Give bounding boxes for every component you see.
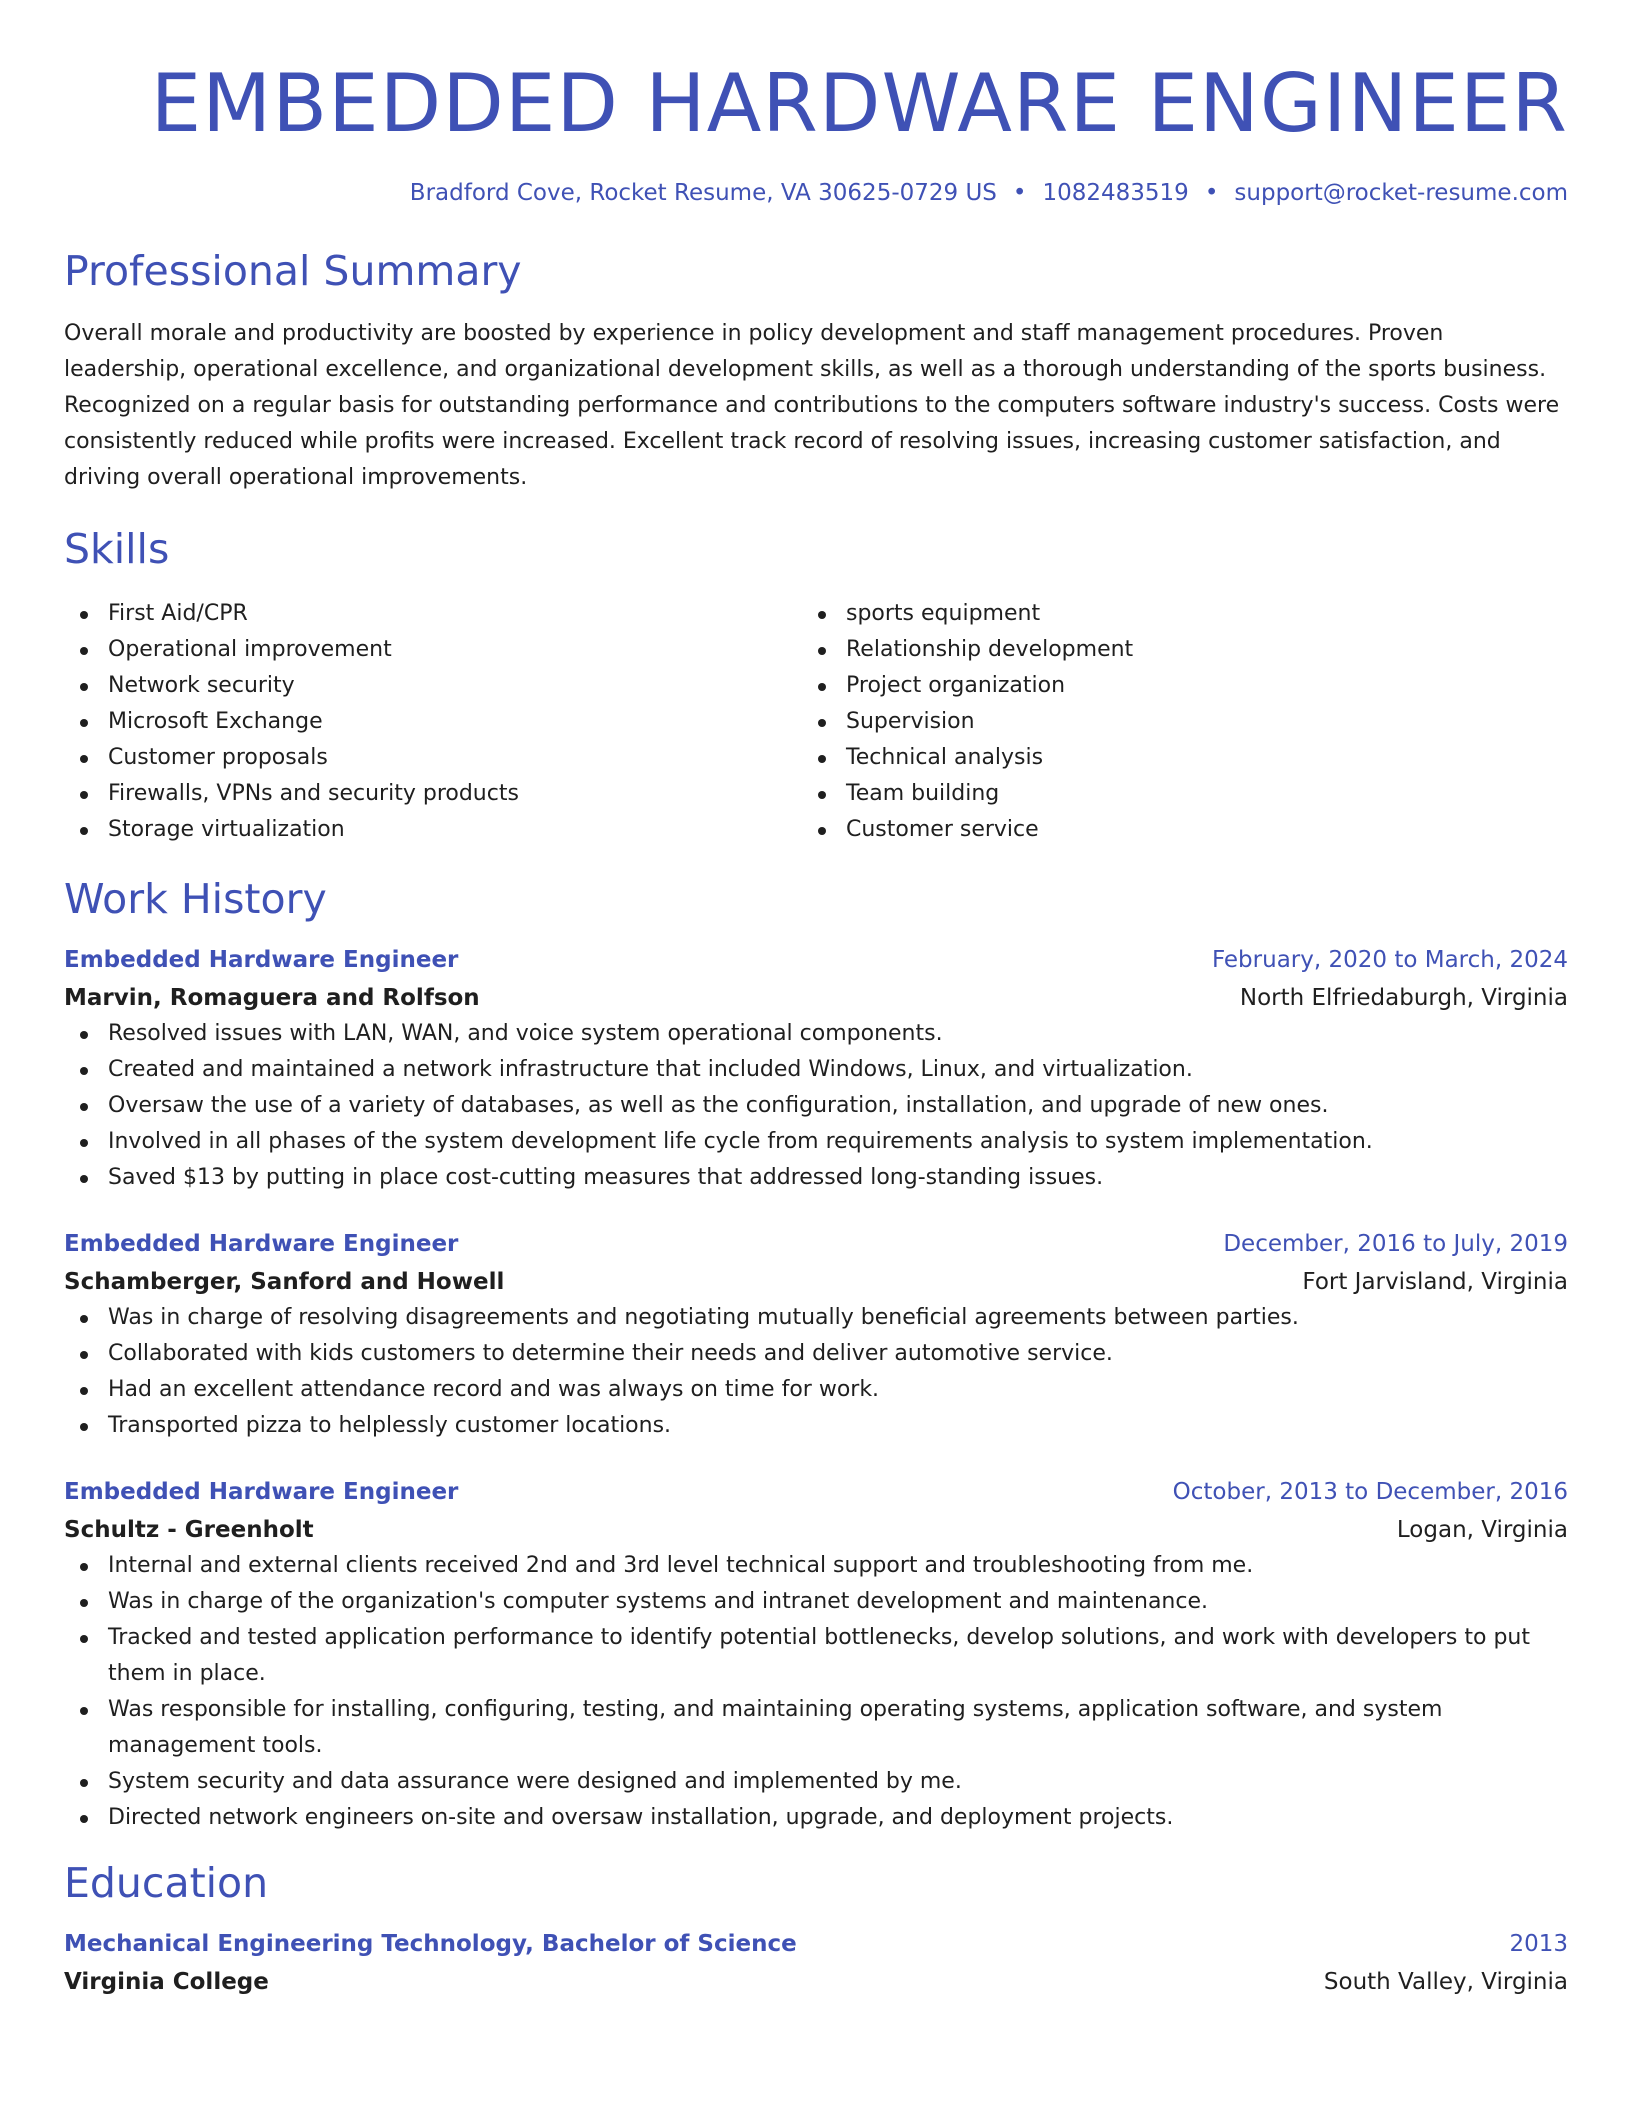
job-company: Schultz - Greenholt [64, 1517, 314, 1543]
summary-heading: Professional Summary [64, 247, 522, 295]
job-dates: February, 2020 to March, 2024 [1211, 947, 1568, 973]
skills-heading: Skills [64, 525, 170, 573]
job-location: North Elfriedaburgh, Virginia [1239, 985, 1568, 1011]
job-entry [64, 1474, 1568, 1836]
work-history-section [64, 874, 1568, 1836]
skill-item: Relationship development [802, 632, 1540, 668]
job-location: Fort Jarvisland, Virginia [1302, 1269, 1568, 1295]
skill-item: Project organization [802, 668, 1540, 704]
summary-section [64, 246, 1568, 496]
skills-grid [64, 596, 1568, 848]
job-bullets [64, 1548, 1568, 1836]
job-subheader [64, 1512, 1568, 1548]
job-role: Embedded Hardware Engineer [64, 1231, 459, 1257]
skill-item: Network security [64, 668, 802, 704]
skill-item: Firewalls, VPNs and security products [64, 776, 802, 812]
skill-item: Microsoft Exchange [64, 704, 802, 740]
education-subheader [64, 1964, 1568, 2000]
education-header [64, 1926, 1568, 1962]
job-bullet: Transported pizza to helplessly customer locations. [64, 1408, 1568, 1444]
job-bullet: Collaborated with kids customers to determine their needs and deliver automotive service. [64, 1336, 1568, 1372]
skill-item: First Aid/CPR [64, 596, 802, 632]
summary-text: Overall morale and productivity are boosted by experience in policy development and staff management procedures. Proven leadership, operational excellence, and organizational development skills, as well as a thorough understanding of the sports business. Recognized on a regular basis for outstanding performance and contributions to the computers software industry's success. Costs were consistently reduced while profits were increased. Excellent track record of resolving issues, increasing customer satisfaction, and driving overall operational improvements. [64, 321, 1560, 490]
contact-line [64, 178, 1568, 208]
contact-separator: • [1012, 180, 1027, 206]
education-section [64, 1858, 1568, 2000]
job-header [64, 942, 1568, 978]
job-bullet: Internal and external clients received 2nd and 3rd level technical support and troubleshooting from me. [64, 1548, 1568, 1584]
education-location: South Valley, Virginia [1323, 1969, 1568, 1995]
resume-title: EMBEDDED HARDWARE ENGINEER [150, 57, 1568, 150]
job-dates: December, 2016 to July, 2019 [1223, 1231, 1568, 1257]
job-bullet: Created and maintained a network infrastructure that included Windows, Linux, and virtualization. [64, 1052, 1568, 1088]
job-bullet: Was in charge of resolving disagreements and negotiating mutually beneficial agreements between parties. [64, 1300, 1568, 1336]
skill-item: Storage virtualization [64, 812, 802, 848]
contact-email[interactable]: support@rocket-resume.com [1234, 180, 1568, 206]
education-entry [64, 1926, 1568, 2000]
contact-phone: 1082483519 [1042, 180, 1189, 206]
job-entry [64, 942, 1568, 1196]
skills-section [64, 524, 1568, 848]
job-subheader [64, 980, 1568, 1016]
skill-item: Operational improvement [64, 632, 802, 668]
skills-right-list [802, 596, 1540, 848]
job-bullets [64, 1016, 1568, 1196]
education-heading: Education [64, 1859, 269, 1907]
job-dates: October, 2013 to December, 2016 [1172, 1479, 1568, 1505]
skill-item: Technical analysis [802, 740, 1540, 776]
education-degree: Mechanical Engineering Technology, Bachelor of Science [64, 1931, 797, 1957]
skills-left-list [64, 596, 802, 848]
skill-item: Team building [802, 776, 1540, 812]
job-company: Marvin, Romaguera and Rolfson [64, 985, 480, 1011]
contact-separator: • [1204, 180, 1219, 206]
skill-item: Customer proposals [64, 740, 802, 776]
job-location: Logan, Virginia [1396, 1517, 1568, 1543]
job-bullet: Had an excellent attendance record and was always on time for work. [64, 1372, 1568, 1408]
job-bullet: Involved in all phases of the system development life cycle from requirements analysis to system implementation. [64, 1124, 1568, 1160]
job-bullet: Tracked and tested application performance to identify potential bottlenecks, develop solutions, and work with developers to put them in place. [64, 1620, 1568, 1692]
job-role: Embedded Hardware Engineer [64, 1479, 459, 1505]
job-role: Embedded Hardware Engineer [64, 947, 459, 973]
job-bullets [64, 1300, 1568, 1444]
work-history-heading: Work History [64, 875, 327, 923]
job-company: Schamberger, Sanford and Howell [64, 1269, 505, 1295]
skill-item: Customer service [802, 812, 1540, 848]
job-bullet: Oversaw the use of a variety of databases, as well as the configuration, installation, and upgrade of new ones. [64, 1088, 1568, 1124]
contact-address: Bradford Cove, Rocket Resume, VA 30625-0729 US [409, 180, 997, 206]
job-bullet: Resolved issues with LAN, WAN, and voice system operational components. [64, 1016, 1568, 1052]
skill-item: sports equipment [802, 596, 1540, 632]
job-header [64, 1474, 1568, 1510]
job-subheader [64, 1264, 1568, 1300]
education-year: 2013 [1509, 1931, 1568, 1957]
job-bullet: System security and data assurance were designed and implemented by me. [64, 1764, 1568, 1800]
job-header [64, 1226, 1568, 1262]
job-bullet: Directed network engineers on-site and oversaw installation, upgrade, and deployment projects. [64, 1800, 1568, 1836]
education-school: Virginia College [64, 1969, 269, 1995]
job-bullet: Saved $13 by putting in place cost-cutting measures that addressed long-standing issues. [64, 1160, 1568, 1196]
job-bullet: Was in charge of the organization's computer systems and intranet development and maintenance. [64, 1584, 1568, 1620]
skill-item: Supervision [802, 704, 1540, 740]
job-bullet: Was responsible for installing, configuring, testing, and maintaining operating systems, application software, and system management tools. [64, 1692, 1568, 1764]
job-entry [64, 1226, 1568, 1444]
